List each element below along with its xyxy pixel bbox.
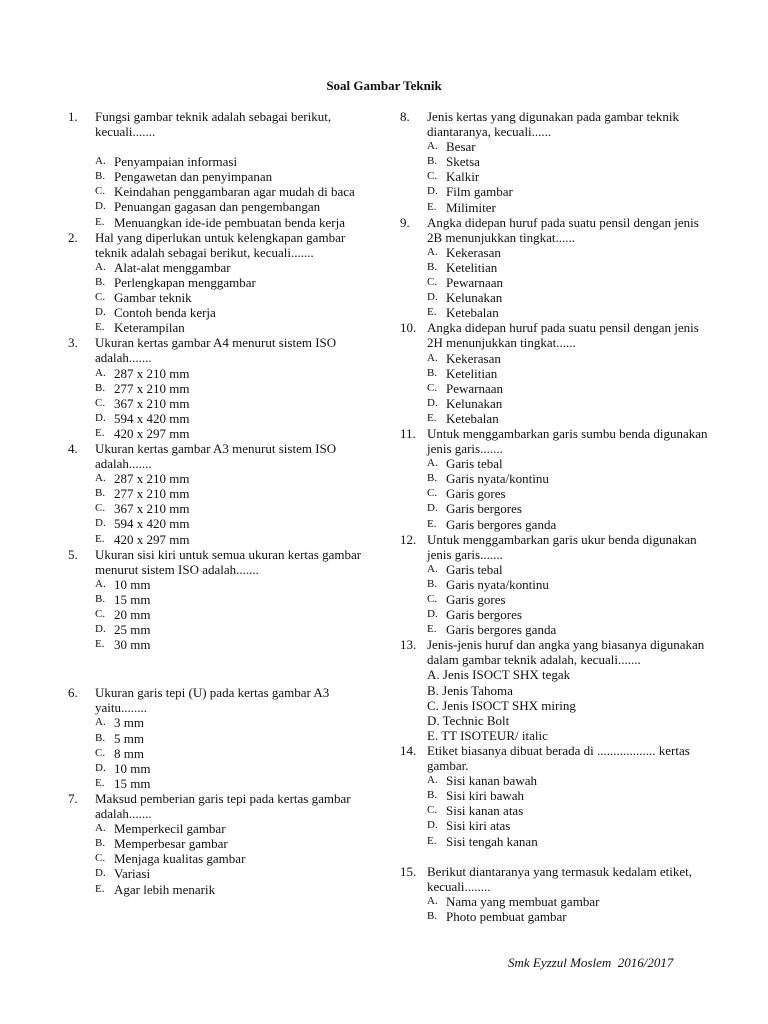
option-letter: D.: [427, 291, 438, 304]
option-text: Ketebalan: [446, 410, 499, 426]
option-text: Pewarnaan: [446, 380, 504, 396]
option-letter: A.: [95, 155, 106, 168]
option-letter: A.: [95, 472, 106, 485]
option-letter: C.: [427, 276, 438, 289]
option-text: Pengawetan dan penyimpanan: [114, 169, 273, 185]
option-letter: B.: [427, 909, 438, 922]
answer-option: [400, 622, 710, 637]
option-text: Garis tebal: [446, 456, 503, 472]
option-letter: C.: [427, 804, 438, 817]
page-title: Soal Gambar Teknik: [326, 78, 442, 93]
option-letter: D.: [95, 200, 106, 213]
option-letter: E.: [95, 321, 105, 334]
question-number: 1.: [68, 109, 78, 124]
option-text: Sisi tengah kanan: [446, 833, 538, 849]
option-letter: C.: [427, 170, 438, 183]
answer-option: [400, 788, 710, 803]
option-text: Ketelitian: [446, 365, 498, 381]
answer-options: [68, 471, 368, 546]
option-letter: B.: [427, 260, 438, 273]
question-text: Maksud pemberian garis tepi pada kertas gambar adalah.......: [95, 790, 351, 822]
option-text: Besar: [446, 139, 476, 155]
question-number: 10.: [400, 320, 417, 336]
option-text: Garis gores: [446, 592, 506, 607]
option-letter: B.: [427, 577, 438, 590]
option-letter: B.: [95, 592, 106, 605]
option-text: 277 x 210 mm: [114, 380, 190, 396]
question-block: [400, 864, 710, 924]
answer-option: [400, 396, 710, 411]
option-letter: B.: [427, 366, 438, 379]
option-text: Garis nyata/kontinu: [446, 471, 549, 487]
answer-options: [400, 245, 710, 320]
option-text: Gambar teknik: [114, 290, 192, 306]
option-letter: A.: [427, 562, 438, 575]
answer-options: [400, 894, 710, 924]
option-letter: D.: [427, 608, 438, 621]
option-text: 594 x 420 mm: [114, 516, 190, 532]
option-text: Garis gores: [446, 486, 506, 502]
answer-option: [68, 290, 368, 305]
answer-option: [400, 366, 710, 381]
answer-options: [400, 773, 710, 848]
question-block: [400, 215, 710, 321]
option-letter: A.: [95, 260, 106, 273]
option-text: Garis bergores: [446, 607, 522, 623]
answer-option: [400, 200, 710, 215]
answer-option: [400, 818, 710, 833]
answer-option: [68, 516, 368, 531]
option-text: 8 mm: [114, 745, 144, 761]
answer-option: [400, 773, 710, 788]
question-text: Ukuran garis tepi (U) pada kertas gambar A3 yaitu........: [95, 685, 330, 716]
answer-option: [68, 426, 368, 441]
option-letter: C.: [95, 185, 106, 198]
option-text: Sisi kiri atas: [446, 818, 511, 834]
option-text: Kelunakan: [446, 290, 503, 306]
option-text: 420 x 297 mm: [114, 425, 190, 441]
question-text: Angka didepan huruf pada suatu pensil dengan jenis 2H menunjukkan tingkat......: [427, 320, 699, 351]
question-number: 11.: [400, 425, 416, 441]
question-number: 2.: [68, 229, 78, 245]
answer-option: [68, 215, 368, 230]
answer-option: [400, 607, 710, 622]
answer-option: [68, 715, 368, 730]
option-text: 15 mm: [114, 775, 151, 791]
option-text: Kelunakan: [446, 395, 503, 411]
answer-option: [400, 184, 710, 199]
option-text: Penyampaian informasi: [114, 154, 238, 170]
option-text: E. TT ISOTEUR/ italic: [427, 727, 548, 743]
answer-options: [68, 577, 368, 652]
option-letter: C.: [95, 608, 106, 620]
question-text: Ukuran sisi kiri untuk semua ukuran kertas gambar menurut sistem ISO adalah.......: [95, 546, 362, 577]
left-column: [68, 109, 368, 897]
answer-options: [400, 139, 710, 214]
option-letter: B.: [427, 472, 438, 485]
answer-option: [400, 562, 710, 577]
option-letter: C.: [427, 487, 438, 500]
answer-option: [68, 836, 368, 851]
option-letter: D.: [95, 411, 106, 424]
answer-option: [68, 154, 368, 169]
question-number: 9.: [400, 214, 410, 230]
answer-option: [68, 532, 368, 547]
answer-options: [68, 715, 368, 790]
option-letter: A.: [427, 457, 438, 470]
option-text: C. Jenis ISOCT SHX miring: [427, 697, 576, 713]
option-text: 10 mm: [114, 760, 151, 776]
option-text: Sketsa: [446, 154, 480, 170]
option-text: Nama yang membuat gambar: [446, 893, 600, 909]
question-block: [400, 426, 710, 532]
option-letter: A.: [427, 774, 438, 787]
question-number: 5.: [68, 546, 78, 562]
answer-option: [68, 761, 368, 776]
question-block: [68, 109, 368, 230]
option-text: Contoh benda kerja: [114, 305, 216, 321]
option-text: Sisi kanan bawah: [446, 773, 537, 789]
option-letter: C.: [427, 593, 438, 605]
answer-option: [68, 851, 368, 866]
option-text: 15 mm: [114, 591, 151, 607]
question-text: Untuk menggambarkan garis ukur benda digunakan jenis garis.......: [427, 531, 697, 562]
option-text: Memperkecil gambar: [114, 821, 226, 837]
option-text: Garis bergores ganda: [446, 622, 557, 638]
question-block: [68, 547, 368, 686]
answer-options: [400, 351, 710, 426]
option-letter: C.: [427, 381, 438, 394]
question-number: 12.: [400, 531, 417, 547]
question-text: Fungsi gambar teknik adalah sebagai berikut, kecuali.......: [95, 109, 332, 140]
answer-option: [400, 909, 710, 924]
option-letter: D.: [427, 819, 438, 832]
option-text: A. Jenis ISOCT SHX tegak: [427, 667, 571, 683]
question-text: Jenis kertas yang digunakan pada gambar teknik diantaranya, kecuali......: [427, 109, 679, 140]
option-text: Perlengkapan menggambar: [114, 274, 256, 290]
option-letter: C.: [95, 502, 106, 515]
option-letter: C.: [95, 396, 106, 409]
option-letter: A.: [427, 140, 438, 153]
answer-option: [68, 607, 368, 622]
answer-option: [68, 577, 368, 592]
answer-option: [400, 290, 710, 305]
option-text: 25 mm: [114, 622, 151, 638]
option-letter: D.: [427, 502, 438, 515]
option-letter: A.: [427, 245, 438, 258]
question-number: 6.: [68, 685, 78, 701]
answer-option: [400, 517, 710, 532]
option-letter: B.: [95, 837, 106, 850]
option-letter: B.: [95, 731, 106, 744]
option-text: 367 x 210 mm: [114, 501, 190, 517]
option-letter: E.: [427, 200, 437, 213]
option-text: Garis tebal: [446, 561, 503, 577]
answer-option: [400, 305, 710, 320]
answer-option: [400, 154, 710, 169]
option-text: Garis bergores: [446, 501, 522, 517]
option-text: 3 mm: [114, 715, 144, 731]
question-block: [400, 109, 710, 215]
option-letter: B.: [427, 789, 438, 802]
question-text: Etiket biasanya dibuat berada di .................. kertas gambar.: [427, 742, 690, 774]
question-number: 4.: [68, 440, 78, 456]
answer-option: [68, 199, 368, 214]
answer-option: [400, 834, 710, 849]
answer-options: [68, 154, 368, 229]
answer-option: [400, 501, 710, 516]
option-letter: E.: [95, 532, 105, 545]
answer-option: [400, 577, 710, 592]
answer-option: [400, 728, 710, 743]
option-text: 10 mm: [114, 576, 151, 592]
question-number: 8.: [400, 109, 410, 124]
option-text: 30 mm: [114, 637, 151, 653]
option-text: Agar lebih menarik: [114, 881, 216, 897]
answer-options: [400, 667, 710, 742]
option-letter: E.: [427, 623, 437, 636]
option-text: Pewarnaan: [446, 275, 504, 291]
answer-option: [68, 396, 368, 411]
question-block: [68, 335, 368, 441]
option-text: Kekerasan: [446, 244, 501, 260]
option-text: Memperbesar gambar: [114, 836, 228, 852]
answer-options: [68, 821, 368, 896]
answer-option: [400, 471, 710, 486]
option-letter: A.: [95, 577, 106, 590]
question-block: [68, 685, 368, 791]
answer-option: [68, 305, 368, 320]
option-text: Sisi kanan atas: [446, 803, 524, 819]
option-letter: A.: [95, 716, 106, 729]
answer-option: [400, 260, 710, 275]
option-text: Ketelitian: [446, 259, 498, 275]
option-letter: E.: [427, 306, 437, 319]
answer-option: [68, 169, 368, 184]
option-text: D. Technic Bolt: [427, 712, 510, 728]
question-text: Berikut diantaranya yang termasuk kedalam etiket, kecuali........: [427, 863, 692, 894]
answer-options: [400, 562, 710, 637]
answer-option: [68, 184, 368, 199]
question-block: [400, 743, 710, 864]
option-text: Photo pembuat gambar: [446, 908, 567, 924]
question-number: 3.: [68, 335, 78, 351]
option-text: Garis nyata/kontinu: [446, 576, 549, 592]
answer-option: [68, 866, 368, 881]
footer-school-year: Smk Eyzzul Moslem 2016/2017: [508, 955, 674, 970]
option-letter: D.: [95, 867, 106, 880]
option-text: 287 x 210 mm: [114, 471, 190, 487]
answer-option: [68, 260, 368, 275]
option-text: 5 mm: [114, 730, 144, 746]
question-block: [68, 791, 368, 897]
option-text: Film gambar: [446, 184, 513, 200]
option-letter: B.: [95, 381, 106, 394]
option-letter: D.: [95, 623, 106, 636]
option-text: B. Jenis Tahoma: [427, 682, 513, 698]
option-letter: C.: [95, 291, 106, 304]
answer-option: [400, 486, 710, 501]
option-letter: B.: [95, 275, 106, 288]
option-text: Alat-alat menggambar: [114, 259, 231, 275]
option-letter: D.: [95, 517, 106, 530]
option-letter: A.: [427, 351, 438, 364]
answer-option: [400, 351, 710, 366]
answer-option: [68, 882, 368, 897]
answer-option: [68, 776, 368, 791]
answer-option: [400, 275, 710, 290]
answer-option: [400, 592, 710, 607]
question-text: Angka didepan huruf pada suatu pensil dengan jenis 2B menunjukkan tingkat......: [427, 214, 699, 245]
answer-option: [400, 683, 710, 698]
answer-option: [400, 169, 710, 184]
option-letter: E.: [427, 411, 437, 424]
question-block: [68, 441, 368, 547]
answer-option: [68, 275, 368, 290]
answer-option: [68, 411, 368, 426]
option-letter: B.: [95, 487, 106, 500]
option-letter: D.: [427, 396, 438, 409]
answer-option: [400, 245, 710, 260]
question-block: [400, 532, 710, 638]
option-text: Kalkir: [446, 169, 480, 185]
option-text: Ketebalan: [446, 305, 499, 321]
answer-option: [68, 622, 368, 637]
option-text: Kekerasan: [446, 350, 501, 366]
answer-option: [400, 456, 710, 471]
option-letter: B.: [427, 155, 438, 168]
answer-options: [68, 366, 368, 441]
option-text: 277 x 210 mm: [114, 486, 190, 502]
question-number: 13.: [400, 637, 417, 653]
option-text: 287 x 210 mm: [114, 365, 190, 381]
option-text: 420 x 297 mm: [114, 531, 190, 547]
option-letter: A.: [427, 894, 438, 907]
question-number: 15.: [400, 863, 417, 879]
question-text: Untuk menggambarkan garis sumbu benda digunakan jenis garis.......: [427, 425, 708, 457]
question-number: 7.: [68, 790, 78, 806]
option-text: Keindahan penggambaran agar mudah di baca: [114, 184, 355, 200]
answer-option: [400, 713, 710, 728]
answer-option: [68, 501, 368, 516]
option-letter: B.: [95, 170, 106, 183]
option-letter: A.: [95, 822, 106, 835]
option-text: Garis bergores ganda: [446, 516, 557, 532]
option-text: 594 x 420 mm: [114, 410, 190, 426]
answer-option: [68, 486, 368, 501]
answer-option: [400, 139, 710, 154]
option-letter: D.: [95, 306, 106, 319]
option-text: Milimiter: [446, 199, 496, 215]
option-letter: E.: [427, 517, 437, 530]
option-text: 367 x 210 mm: [114, 395, 190, 411]
question-block: [400, 320, 710, 426]
option-text: Sisi kiri bawah: [446, 788, 524, 804]
answer-option: [68, 366, 368, 381]
option-letter: E.: [427, 834, 437, 847]
option-text: Penuangan gagasan dan pengembangan: [114, 199, 321, 215]
option-text: Keterampilan: [114, 320, 185, 336]
answer-options: [68, 260, 368, 335]
question-block: [68, 230, 368, 336]
option-letter: E.: [95, 215, 105, 228]
option-letter: E.: [95, 882, 105, 895]
option-letter: D.: [95, 761, 106, 774]
option-letter: E.: [95, 638, 105, 651]
question-text: Hal yang diperlukan untuk kelengkapan gambar teknik adalah sebagai berikut, kecuali.......: [95, 229, 346, 260]
option-letter: E.: [95, 776, 105, 789]
answer-option: [400, 698, 710, 713]
answer-option: [400, 411, 710, 426]
answer-option: [400, 803, 710, 818]
option-letter: C.: [95, 746, 106, 759]
option-letter: E.: [95, 426, 105, 439]
answer-option: [68, 592, 368, 607]
question-block: [400, 637, 710, 743]
option-text: 20 mm: [114, 607, 151, 622]
answer-option: [68, 821, 368, 836]
answer-option: [68, 746, 368, 761]
question-text: Ukuran kertas gambar A4 menurut sistem ISO adalah.......: [95, 335, 337, 366]
question-number: 14.: [400, 742, 417, 758]
answer-option: [68, 731, 368, 746]
answer-option: [68, 471, 368, 486]
answer-options: [400, 456, 710, 531]
answer-option: [68, 320, 368, 335]
option-text: Menjaga kualitas gambar: [114, 851, 246, 867]
answer-option: [68, 381, 368, 396]
answer-option: [400, 381, 710, 396]
answer-option: [400, 894, 710, 909]
right-column: [400, 109, 710, 924]
question-text: Jenis-jenis huruf dan angka yang biasanya digunakan dalam gambar teknik adalah, kecuali.......: [427, 637, 705, 668]
question-text: Ukuran kertas gambar A3 menurut sistem ISO adalah.......: [95, 440, 337, 472]
option-letter: A.: [95, 366, 106, 379]
option-text: Menuangkan ide-ide pembuatan benda kerja: [114, 214, 346, 230]
option-letter: C.: [95, 852, 106, 865]
option-letter: D.: [427, 185, 438, 198]
answer-option: [400, 667, 710, 682]
option-text: Variasi: [114, 866, 151, 882]
answer-option: [68, 637, 368, 652]
